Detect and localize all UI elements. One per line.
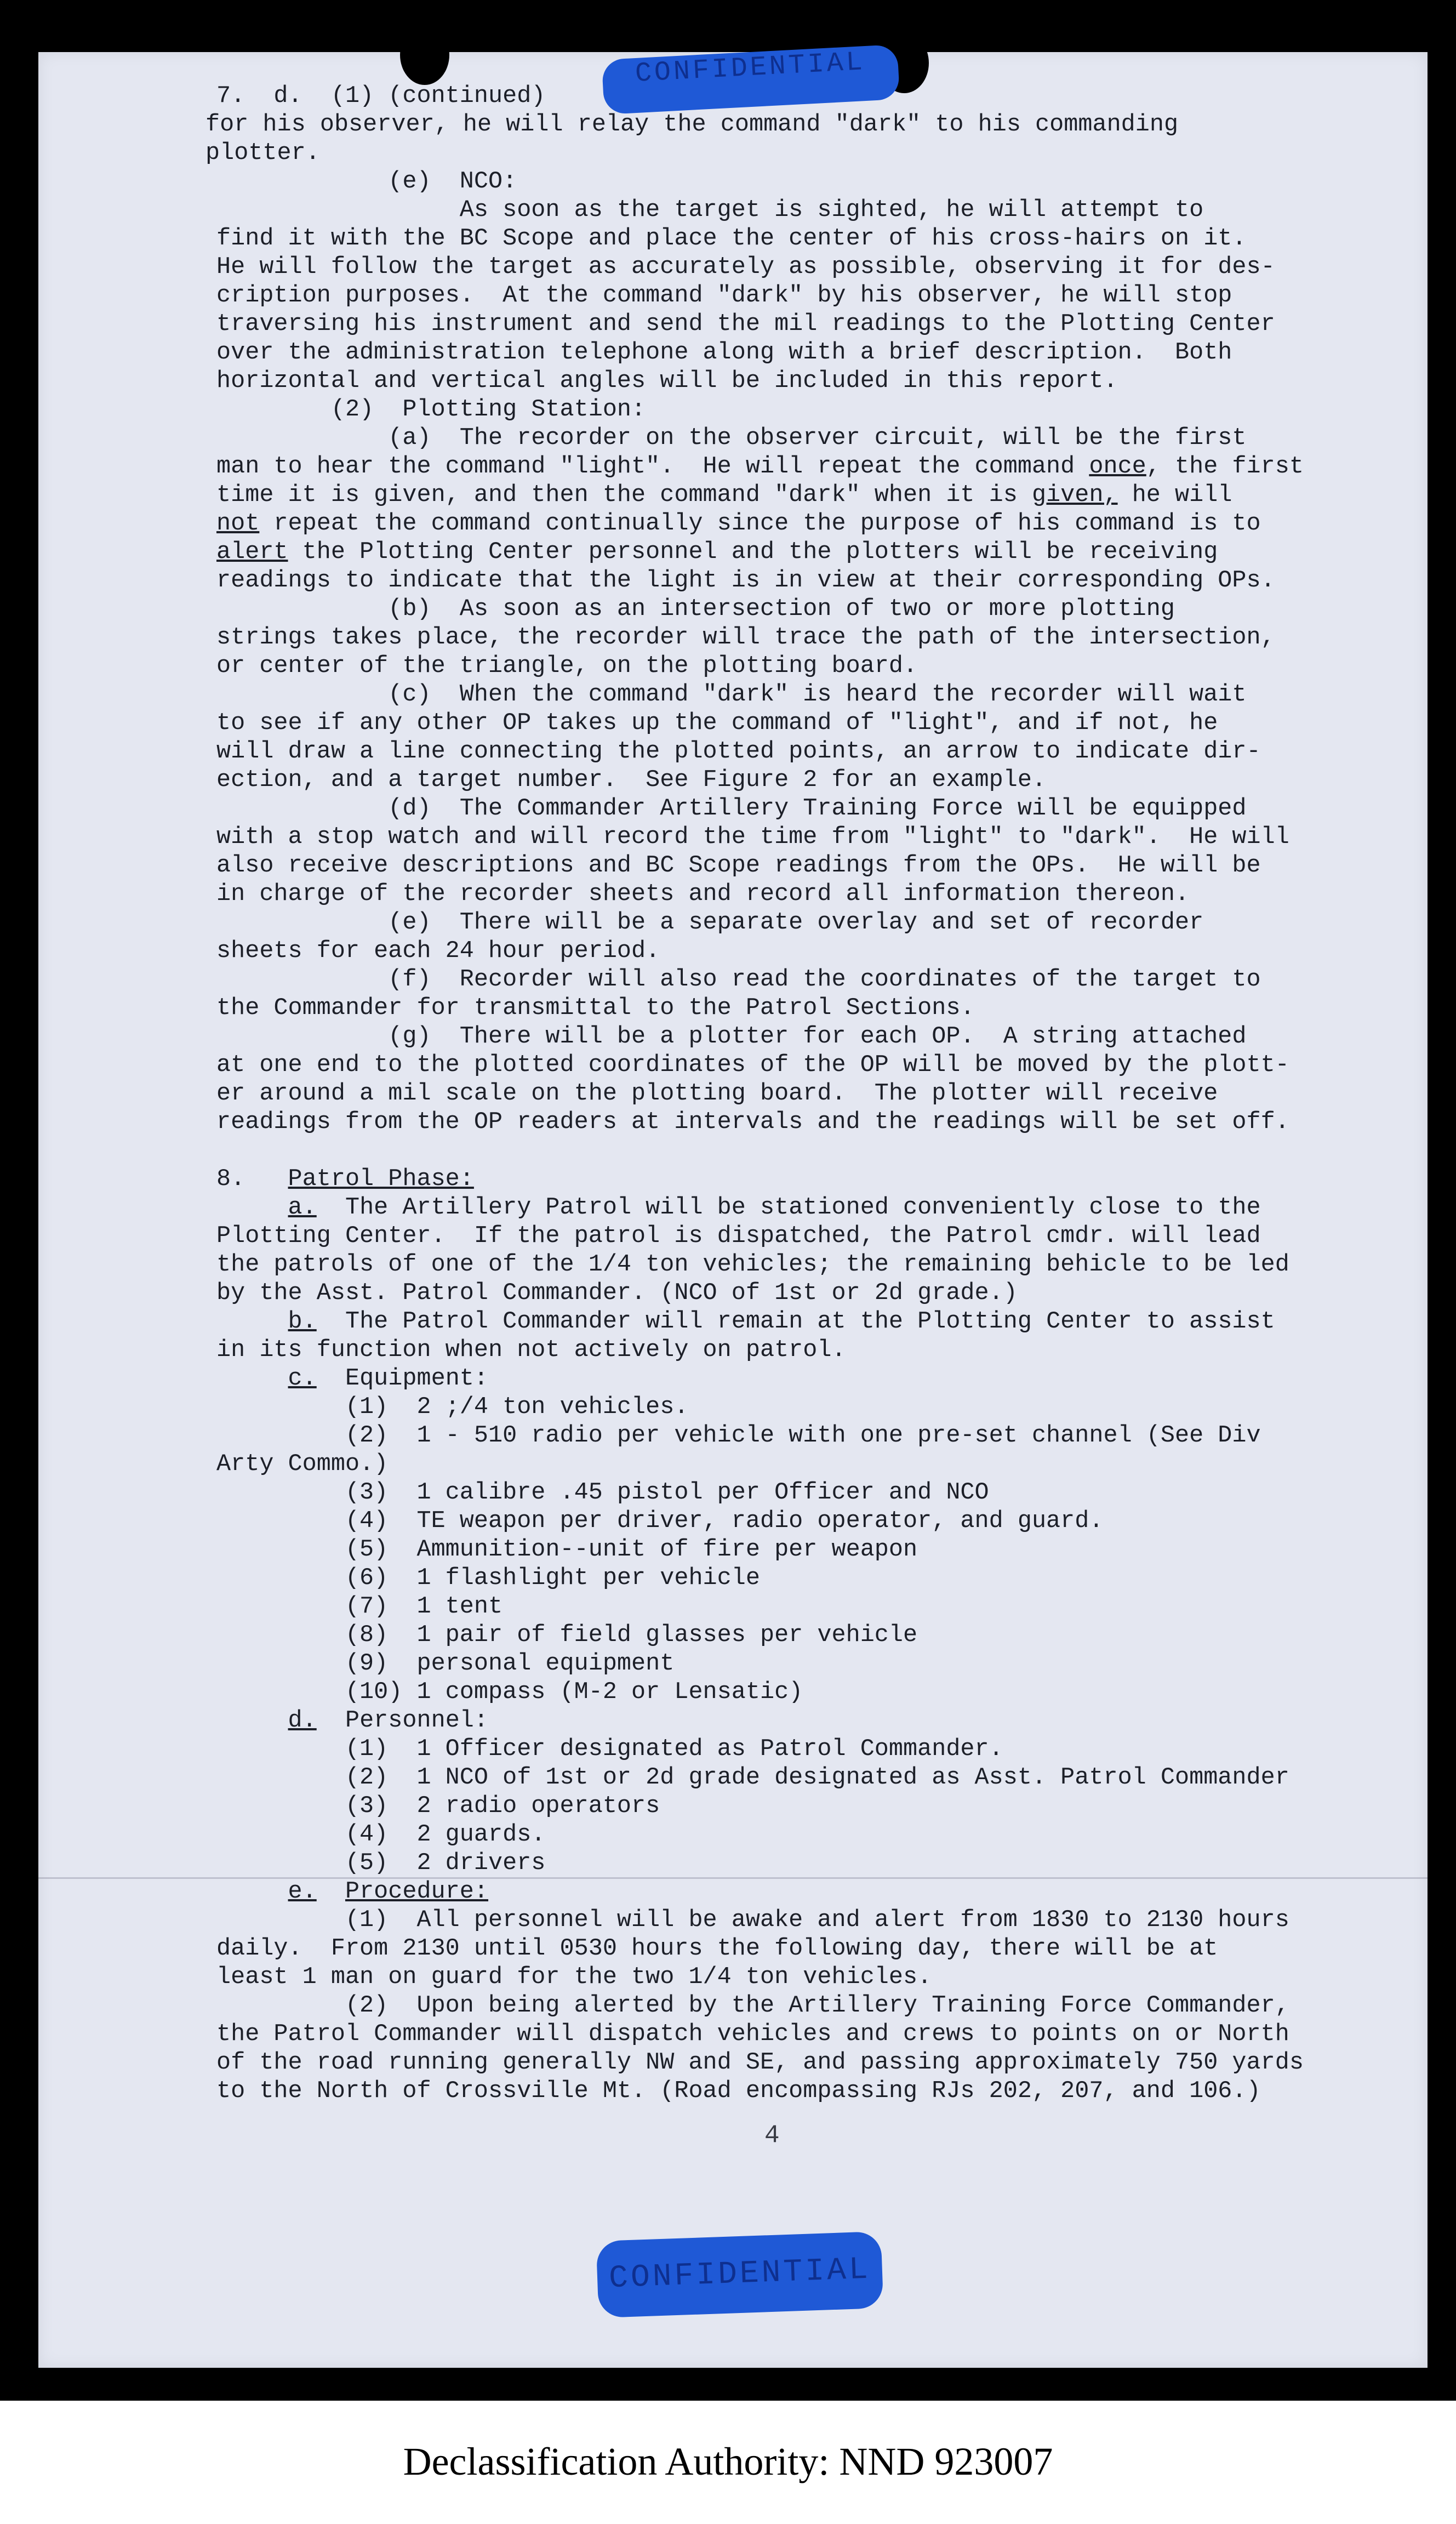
text-segment: find it with the BC Scope and place the center of his cross-hairs on it. xyxy=(216,225,1247,252)
text-segment: (3) 1 calibre .45 pistol per Officer and NCO xyxy=(216,1479,989,1506)
text-segment: 7. d. (1) (continued) xyxy=(216,83,546,110)
text-segment: As soon as the target is sighted, he will attempt to xyxy=(216,197,1204,224)
underlined-text: b. xyxy=(288,1308,317,1335)
text-segment: , the first xyxy=(1146,453,1304,480)
text-segment: to the North of Crossville Mt. (Road encompassing RJs 202, 207, and 106.) xyxy=(216,2078,1261,2105)
text-line xyxy=(216,1308,1411,1336)
text-segment: (c) When the command "dark" is heard the recorder will wait xyxy=(216,681,1247,708)
text-line xyxy=(216,1222,1411,1251)
punch-hole-left xyxy=(400,25,449,85)
text-line xyxy=(216,738,1411,766)
text-line xyxy=(216,1194,1411,1222)
text-line xyxy=(216,1678,1411,1707)
page-number: 4 xyxy=(764,2121,780,2150)
text-segment: (4) TE weapon per driver, radio operator, and guard. xyxy=(216,1508,1104,1535)
text-segment: Personnel: xyxy=(316,1707,489,1734)
text-segment: The Patrol Commander will remain at the Plotting Center to assist xyxy=(316,1308,1275,1335)
text-line xyxy=(216,624,1411,652)
text-line xyxy=(216,1650,1411,1678)
text-segment: with a stop watch and will record the time from "light" to "dark". He will xyxy=(216,824,1289,851)
text-segment: (1) 2 ;/4 ton vehicles. xyxy=(216,1394,689,1421)
text-segment: (9) personal equipment xyxy=(216,1650,675,1677)
text-line xyxy=(216,367,1411,396)
text-line xyxy=(216,510,1411,538)
text-segment: time it is given, and then the command "dark" when it is xyxy=(216,482,1032,509)
text-line xyxy=(216,823,1411,852)
text-line xyxy=(216,2049,1411,2077)
text-line xyxy=(216,1108,1411,1137)
text-line xyxy=(216,82,1411,111)
text-line xyxy=(216,1849,1411,1878)
text-line xyxy=(216,1137,1411,1165)
text-segment: (2) Upon being alerted by the Artillery Training Force Commander, xyxy=(216,1992,1289,2019)
text-line xyxy=(216,1707,1411,1735)
text-segment: (2) 1 NCO of 1st or 2d grade designated as Asst. Patrol Commander xyxy=(216,1764,1289,1791)
text-line xyxy=(216,1450,1411,1479)
text-segment: to see if any other OP takes up the command of "light", and if not, he xyxy=(216,710,1218,737)
text-line xyxy=(205,139,1411,168)
text-line xyxy=(216,1080,1411,1108)
text-segment xyxy=(216,1194,288,1221)
text-segment: traversing his instrument and send the mil readings to the Plotting Center xyxy=(216,311,1275,338)
text-segment: of the road running generally NW and SE, and passing approximately 750 yards xyxy=(216,2049,1304,2076)
text-segment: (5) Ammunition--unit of fire per weapon xyxy=(216,1536,918,1563)
text-segment: (7) 1 tent xyxy=(216,1593,503,1620)
text-segment: (2) 1 - 510 radio per vehicle with one pre-set channel (See Div xyxy=(216,1422,1261,1449)
text-segment: sheets for each 24 hour period. xyxy=(216,938,660,965)
text-segment: in its function when not actively on patrol. xyxy=(216,1337,846,1364)
underlined-text: a. xyxy=(288,1194,317,1221)
text-line xyxy=(216,424,1411,453)
text-segment: man to hear the command "light". He will repeat the command xyxy=(216,453,1089,480)
text-segment: cription purposes. At the command "dark" by his observer, he will stop xyxy=(216,282,1232,309)
text-line xyxy=(216,681,1411,709)
text-line xyxy=(216,396,1411,424)
text-segment: (e) There will be a separate overlay and set of recorder xyxy=(216,909,1204,936)
text-line xyxy=(216,481,1411,510)
text-line xyxy=(216,453,1411,481)
text-segment: also receive descriptions and BC Scope readings from the OPs. He will be xyxy=(216,852,1261,879)
text-line xyxy=(216,709,1411,738)
text-line xyxy=(216,538,1411,567)
text-line xyxy=(216,1935,1411,1963)
text-segment: over the administration telephone along with a brief description. Both xyxy=(216,339,1232,366)
text-line xyxy=(216,1621,1411,1650)
declassification-authority: Declassification Authority: NND 923007 xyxy=(403,2440,1053,2483)
text-line xyxy=(216,766,1411,795)
text-segment: (b) As soon as an intersection of two or more plotting xyxy=(216,596,1175,623)
text-line xyxy=(216,310,1411,339)
text-segment: (f) Recorder will also read the coordinates of the target to xyxy=(216,966,1261,993)
text-line xyxy=(216,1393,1411,1422)
text-line xyxy=(216,994,1411,1023)
underlined-text: c. xyxy=(288,1365,317,1392)
text-line xyxy=(216,1821,1411,1849)
underlined-text: Patrol Phase: xyxy=(288,1166,474,1193)
text-line xyxy=(216,196,1411,225)
text-line xyxy=(216,1878,1411,1906)
text-segment xyxy=(216,1707,288,1734)
text-segment: he will xyxy=(1117,482,1232,509)
text-segment: for his observer, he will relay the command "dark" to his commanding xyxy=(205,111,1179,138)
text-line xyxy=(216,1251,1411,1279)
text-line xyxy=(216,966,1411,994)
text-segment: The Artillery Patrol will be stationed conveniently close to the xyxy=(316,1194,1261,1221)
text-segment: (2) Plotting Station: xyxy=(216,396,646,423)
text-segment: (g) There will be a plotter for each OP. A string attached xyxy=(216,1023,1247,1050)
text-line xyxy=(216,1422,1411,1450)
text-line xyxy=(216,168,1411,196)
text-segment: will draw a line connecting the plotted points, an arrow to indicate dir- xyxy=(216,738,1261,765)
text-segment xyxy=(216,1308,288,1335)
text-segment: strings takes place, the recorder will trace the path of the intersection, xyxy=(216,624,1275,651)
text-segment: He will follow the target as accurately as possible, observing it for des- xyxy=(216,254,1275,281)
confidential-stamp-bottom xyxy=(596,2231,884,2318)
text-line xyxy=(216,1336,1411,1365)
text-segment: (1) 1 Officer designated as Patrol Commander. xyxy=(216,1736,1003,1763)
text-line xyxy=(216,2020,1411,2049)
underlined-text: alert xyxy=(216,539,288,566)
text-line xyxy=(216,1536,1411,1564)
text-line xyxy=(216,253,1411,282)
text-segment: the Patrol Commander will dispatch vehicles and crews to points on or North xyxy=(216,2021,1289,2048)
text-line xyxy=(216,852,1411,880)
text-segment: (3) 2 radio operators xyxy=(216,1793,660,1820)
text-line xyxy=(216,1479,1411,1507)
text-line xyxy=(216,1735,1411,1764)
underlined-text: d. xyxy=(288,1707,317,1734)
text-segment: in charge of the recorder sheets and record all information thereon. xyxy=(216,881,1190,908)
text-line xyxy=(216,282,1411,310)
stamp-text: CONFIDENTIAL xyxy=(634,47,866,90)
text-segment: (d) The Commander Artillery Training Force will be equipped xyxy=(216,795,1247,822)
text-segment: daily. From 2130 until 0530 hours the following day, there will be at xyxy=(216,1935,1218,1962)
text-segment: readings to indicate that the light is in view at their corresponding OPs. xyxy=(216,567,1275,594)
document-body xyxy=(205,82,1411,2106)
text-segment xyxy=(317,1878,345,1905)
stamp-text: CONFIDENTIAL xyxy=(608,2252,871,2297)
text-line xyxy=(216,1906,1411,1935)
underlined-text: once xyxy=(1089,453,1146,480)
text-line xyxy=(205,111,1411,139)
text-line xyxy=(216,225,1411,253)
text-segment: the Plotting Center personnel and the plotters will be receiving xyxy=(288,539,1218,566)
text-line xyxy=(216,1593,1411,1621)
underlined-text: given, xyxy=(1031,482,1118,509)
text-line xyxy=(216,1051,1411,1080)
text-segment: plotter. xyxy=(205,140,320,167)
text-line xyxy=(216,652,1411,681)
text-segment: the Commander for transmittal to the Patrol Sections. xyxy=(216,995,975,1022)
text-line xyxy=(216,1365,1411,1393)
text-line xyxy=(216,909,1411,937)
underlined-text: not xyxy=(216,510,260,537)
text-line xyxy=(216,1023,1411,1051)
text-line xyxy=(216,1165,1411,1194)
text-segment: at one end to the plotted coordinates of the OP will be moved by the plott- xyxy=(216,1052,1289,1079)
text-segment: (1) All personnel will be awake and alert from 1830 to 2130 hours xyxy=(216,1907,1289,1934)
text-segment: (4) 2 guards. xyxy=(216,1821,546,1848)
text-segment: 8. xyxy=(216,1166,288,1193)
text-line xyxy=(216,880,1411,909)
text-segment: (10) 1 compass (M-2 or Lensatic) xyxy=(216,1679,803,1706)
text-segment: repeat the command continually since the purpose of his command is to xyxy=(259,510,1261,537)
text-line xyxy=(216,339,1411,367)
text-segment: least 1 man on guard for the two 1/4 ton vehicles. xyxy=(216,1964,932,1991)
text-segment: horizontal and vertical angles will be included in this report. xyxy=(216,368,1118,395)
text-segment: (6) 1 flashlight per vehicle xyxy=(216,1565,760,1592)
text-line xyxy=(216,795,1411,823)
text-line xyxy=(216,1792,1411,1821)
text-segment: er around a mil scale on the plotting board. The plotter will receive xyxy=(216,1080,1218,1107)
text-segment: or center of the triangle, on the plotting board. xyxy=(216,653,918,680)
text-segment: readings from the OP readers at intervals and the readings will be set off. xyxy=(216,1109,1289,1136)
text-segment: Arty Commo.) xyxy=(216,1451,389,1478)
text-line xyxy=(216,567,1411,595)
text-line xyxy=(216,2077,1411,2106)
text-segment: by the Asst. Patrol Commander. (NCO of 1st or 2d grade.) xyxy=(216,1280,1018,1307)
text-segment: ection, and a target number. See Figure 2 for an example. xyxy=(216,767,1047,794)
underlined-text: Procedure: xyxy=(345,1878,489,1905)
text-line xyxy=(216,1507,1411,1536)
text-line xyxy=(216,595,1411,624)
text-segment xyxy=(216,1878,288,1905)
text-segment: (5) 2 drivers xyxy=(216,1850,546,1877)
text-segment: (a) The recorder on the observer circuit, will be the first xyxy=(216,425,1247,452)
text-line xyxy=(216,937,1411,966)
text-line xyxy=(216,1564,1411,1593)
text-line xyxy=(216,1279,1411,1308)
footer-bar xyxy=(0,2401,1456,2524)
text-segment: the patrols of one of the 1/4 ton vehicles; the remaining behicle to be led xyxy=(216,1251,1289,1278)
text-segment: Equipment: xyxy=(316,1365,489,1392)
underlined-text: e. xyxy=(288,1878,317,1905)
text-segment: (8) 1 pair of field glasses per vehicle xyxy=(216,1622,918,1649)
text-segment xyxy=(216,1365,288,1392)
text-segment: (e) NCO: xyxy=(216,168,517,195)
text-segment: Plotting Center. If the patrol is dispatched, the Patrol cmdr. will lead xyxy=(216,1223,1261,1250)
text-line xyxy=(216,1963,1411,1992)
text-line xyxy=(216,1992,1411,2020)
text-line xyxy=(216,1764,1411,1792)
